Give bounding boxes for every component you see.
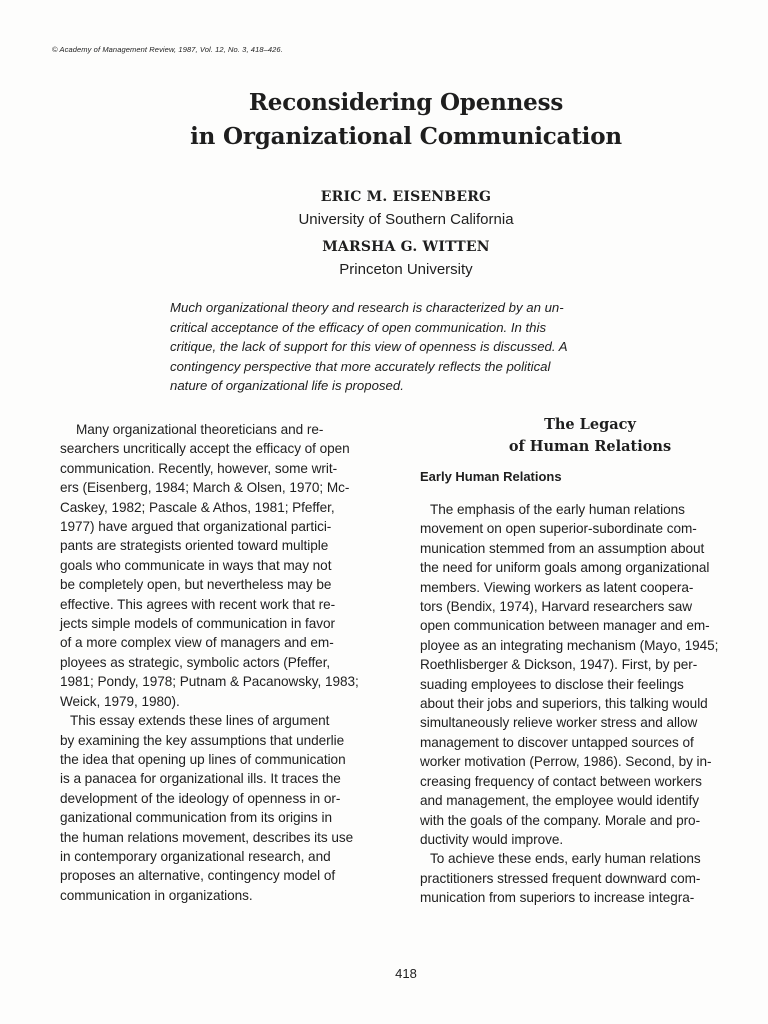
body-line: searchers uncritically accept the efficacy of open [60,441,350,457]
body-line: about their jobs and superiors, this talking would [420,696,708,712]
body-line: management to discover untapped sources of [420,734,694,750]
author-affiliation: University of Southern California [298,211,514,228]
body-line: communication. Recently, however, some writ- [60,460,338,476]
subsection-heading: Early Human Relations [420,469,562,484]
author-name: MARSHA G. WITTEN [322,239,490,255]
body-line: ductivity would improve. [420,831,564,847]
body-line: effective. This agrees with recent work that re- [60,596,336,612]
right-column [420,500,760,908]
body-line: members. Viewing workers as latent coopera- [420,579,694,595]
body-line: tors (Bendix, 1974), Harvard researchers saw [420,599,693,615]
body-line: Roethlisberger & Dickson, 1947). First, by per- [420,657,698,673]
body-line: The emphasis of the early human relations [430,502,685,517]
body-line: goals who communicate in ways that may not [60,557,332,573]
body-line: 1981; Pondy, 1978; Putnam & Pacanowsky, 1983; [60,674,359,690]
abstract-line: critique, the lack of support for this view of openness is discussed. A [170,339,568,354]
body-line: ployee as an integrating mechanism (Mayo, 1945; [420,637,719,653]
body-line: of a more complex view of managers and em- [60,635,334,651]
abstract [170,298,648,396]
body-line: creasing frequency of contact between workers [420,773,702,789]
body-line: development of the ideology of openness in or- [60,790,341,806]
body-line: ployees as strategic, symbolic actors (Pfeffer, [60,654,331,670]
body-line: 1977) have argued that organizational partici- [60,519,332,535]
body-line: ganizational communication from its origins in [60,810,332,826]
abstract-line: Much organizational theory and research is characterized by an un- [170,300,564,315]
body-line: jects simple models of communication in favor [60,616,336,632]
body-line: Weick, 1979, 1980). [60,693,180,709]
body-line: in contemporary organizational research, and [60,848,331,864]
body-line: worker motivation (Perrow, 1986). Second, by in- [420,754,712,770]
author-name: ERIC M. EISENBERG [320,189,492,205]
body-line: the human relations movement, describes its use [60,829,354,845]
body-line: proposes an alternative, contingency model of [60,868,336,884]
section-heading-line-1: The Legacy [544,416,636,433]
body-line: munication stemmed from an assumption about [420,540,705,556]
body-line: ers (Eisenberg, 1984; March & Olsen, 1970; Mc- [60,480,350,496]
article-title [0,86,768,154]
body-line: Many organizational theoreticians and re- [76,422,324,437]
body-line: pants are strategists oriented toward multiple [60,538,329,554]
body-line: This essay extends these lines of argument [70,713,330,729]
abstract-line: critical acceptance of the efficacy of open communication. In this [170,319,547,335]
body-line: movement on open superior-subordinate com- [420,521,697,537]
body-line: is a panacea for organizational ills. It traces the [60,771,341,787]
page-number: 418 [395,966,417,981]
title-line-1: Reconsidering Openness [248,89,564,116]
body-line: To achieve these ends, early human relations [430,851,701,867]
body-line: practitioners stressed frequent downward com- [420,870,701,886]
abstract-line: nature of organizational life is proposed. [170,378,404,393]
left-column [60,420,392,905]
body-line: and management, the employee would identify [420,793,699,809]
citation-line: © Academy of Management Review, 1987, Vol. 12, No. 3, 418–426. [52,45,283,54]
body-line: munication from superiors to increase integra- [420,890,695,906]
body-line: the need for uniform goals among organizational [420,560,710,576]
section-heading [420,414,760,458]
body-line: with the goals of the company. Morale and pro- [420,812,701,828]
abstract-line: contingency perspective that more accurately reflects the political [170,358,551,374]
section-heading-line-2: of Human Relations [508,438,672,455]
body-line: be completely open, but nevertheless may be [60,577,332,593]
body-line: open communication between manager and em- [420,618,710,634]
author-block [0,186,768,282]
body-line: by examining the key assumptions that underlie [60,732,345,748]
body-line: communication in organizations. [60,887,253,903]
body-line: the idea that opening up lines of communication [60,751,346,767]
title-line-2: in Organizational Communication [190,123,622,150]
body-line: Caskey, 1982; Pascale & Athos, 1981; Pfeffer, [60,499,335,515]
author-affiliation: Princeton University [339,261,473,278]
body-line: suading employees to disclose their feelings [420,676,684,692]
body-line: simultaneously relieve worker stress and allow [420,715,698,731]
